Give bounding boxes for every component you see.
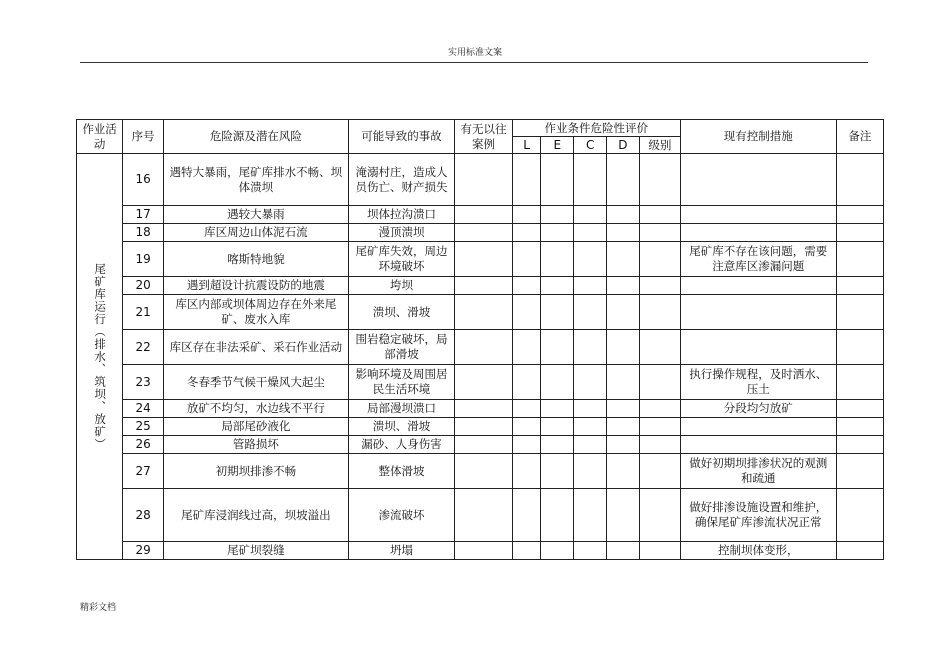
row-E [541, 436, 574, 454]
row-remarks [836, 542, 883, 560]
row-C [574, 436, 607, 454]
row-accident: 尾矿库失效，周边环境破坏 [348, 242, 455, 277]
row-seq: 21 [123, 295, 164, 330]
row-C [574, 400, 607, 418]
table-row [77, 400, 884, 418]
header-E: E [541, 137, 574, 154]
table-row [77, 542, 884, 560]
row-L [512, 277, 541, 295]
risk-assessment-table [76, 119, 884, 560]
row-level [639, 330, 680, 365]
row-controls [680, 206, 836, 224]
row-C [574, 277, 607, 295]
row-remarks [836, 454, 883, 489]
row-D [607, 365, 640, 400]
row-seq: 27 [123, 454, 164, 489]
row-controls: 尾矿库不存在该问题，需要注意库区渗漏问题 [680, 242, 836, 277]
row-controls: 分段均匀放矿 [680, 400, 836, 418]
row-D [607, 542, 640, 560]
row-remarks [836, 277, 883, 295]
row-level [639, 277, 680, 295]
row-E [541, 365, 574, 400]
table-row [77, 295, 884, 330]
row-level [639, 436, 680, 454]
row-hazard: 尾矿库浸润线过高，坝坡溢出 [164, 489, 349, 542]
row-L [512, 542, 541, 560]
row-E [541, 542, 574, 560]
row-accident: 坝体拉沟溃口 [348, 206, 455, 224]
row-E [541, 206, 574, 224]
row-L [512, 454, 541, 489]
row-E [541, 224, 574, 242]
row-cases [455, 277, 512, 295]
table-row [77, 154, 884, 206]
row-cases [455, 295, 512, 330]
row-cases [455, 330, 512, 365]
row-seq: 26 [123, 436, 164, 454]
activity-label: 尾矿库运行（排水、筑坝、放矿） [93, 262, 108, 451]
row-cases [455, 206, 512, 224]
row-E [541, 277, 574, 295]
row-hazard: 遇特大暴雨，尾矿库排水不畅、坝体溃坝 [164, 154, 349, 206]
row-seq: 19 [123, 242, 164, 277]
row-controls [680, 224, 836, 242]
row-controls: 控制坝体变形， [680, 542, 836, 560]
table-row [77, 454, 884, 489]
row-hazard: 库区存在非法采矿、采石作业活动 [164, 330, 349, 365]
row-D [607, 242, 640, 277]
row-level [639, 400, 680, 418]
row-L [512, 400, 541, 418]
row-L [512, 365, 541, 400]
row-C [574, 330, 607, 365]
header-accident: 可能导致的事故 [348, 120, 455, 154]
header-controls: 现有控制措施 [680, 120, 836, 154]
table-row [77, 436, 884, 454]
row-seq: 24 [123, 400, 164, 418]
page-header: 实用标准文案 [447, 48, 502, 58]
row-C [574, 489, 607, 542]
row-E [541, 242, 574, 277]
row-E [541, 418, 574, 436]
row-seq: 29 [123, 542, 164, 560]
page-footer: 精彩文档 [80, 603, 117, 613]
header-L: L [512, 137, 541, 154]
row-cases [455, 489, 512, 542]
row-cases [455, 224, 512, 242]
row-cases [455, 436, 512, 454]
row-accident: 渗流破坏 [348, 489, 455, 542]
header-seq: 序号 [123, 120, 164, 154]
row-C [574, 454, 607, 489]
row-hazard: 初期坝排渗不畅 [164, 454, 349, 489]
row-level [639, 418, 680, 436]
row-controls [680, 418, 836, 436]
row-hazard: 库区周边山体泥石流 [164, 224, 349, 242]
row-D [607, 154, 640, 206]
table-row [77, 365, 884, 400]
row-C [574, 224, 607, 242]
row-controls: 做好初期坝排渗状况的观测和疏通 [680, 454, 836, 489]
row-accident: 漫顶溃坝 [348, 224, 455, 242]
row-remarks [836, 365, 883, 400]
row-hazard: 放矿不均匀，水边线不平行 [164, 400, 349, 418]
row-level [639, 489, 680, 542]
row-level [639, 365, 680, 400]
header-D: D [607, 137, 640, 154]
row-seq: 17 [123, 206, 164, 224]
row-D [607, 436, 640, 454]
header-C: C [574, 137, 607, 154]
header-level: 级别 [639, 137, 680, 154]
table-row [77, 206, 884, 224]
table-row [77, 330, 884, 365]
row-seq: 16 [123, 154, 164, 206]
row-remarks [836, 418, 883, 436]
row-E [541, 295, 574, 330]
row-controls [680, 154, 836, 206]
header-hazard: 危险源及潜在风险 [164, 120, 349, 154]
row-E [541, 454, 574, 489]
row-accident: 漏砂、人身伤害 [348, 436, 455, 454]
row-C [574, 542, 607, 560]
row-controls [680, 436, 836, 454]
row-seq: 25 [123, 418, 164, 436]
row-level [639, 206, 680, 224]
row-hazard: 遇到超设计抗震设防的地震 [164, 277, 349, 295]
row-level [639, 542, 680, 560]
row-cases [455, 454, 512, 489]
activity-cell [77, 154, 123, 560]
row-seq: 18 [123, 224, 164, 242]
row-D [607, 277, 640, 295]
row-remarks [836, 400, 883, 418]
row-remarks [836, 330, 883, 365]
row-D [607, 400, 640, 418]
row-accident: 溃坝、滑坡 [348, 295, 455, 330]
header-remarks: 备注 [836, 120, 883, 154]
row-L [512, 436, 541, 454]
row-E [541, 154, 574, 206]
row-C [574, 206, 607, 224]
row-accident: 围岩稳定破坏，局部滑坡 [348, 330, 455, 365]
row-remarks [836, 242, 883, 277]
row-remarks [836, 489, 883, 542]
row-seq: 20 [123, 277, 164, 295]
row-hazard: 尾矿坝裂缝 [164, 542, 349, 560]
row-accident: 淹溺村庄，造成人员伤亡、财产损失 [348, 154, 455, 206]
row-accident: 影响环境及周围居民生活环境 [348, 365, 455, 400]
row-controls [680, 295, 836, 330]
row-remarks [836, 224, 883, 242]
row-hazard: 管路损坏 [164, 436, 349, 454]
row-level [639, 454, 680, 489]
row-cases [455, 365, 512, 400]
row-accident: 溃坝、滑坡 [348, 418, 455, 436]
row-level [639, 242, 680, 277]
header-divider [80, 62, 868, 63]
row-C [574, 418, 607, 436]
row-controls: 执行操作规程，及时洒水、压土 [680, 365, 836, 400]
row-cases [455, 242, 512, 277]
row-D [607, 330, 640, 365]
row-L [512, 224, 541, 242]
row-level [639, 295, 680, 330]
row-E [541, 330, 574, 365]
row-cases [455, 418, 512, 436]
row-C [574, 242, 607, 277]
row-hazard: 喀斯特地貌 [164, 242, 349, 277]
row-L [512, 242, 541, 277]
row-E [541, 400, 574, 418]
row-C [574, 154, 607, 206]
row-level [639, 224, 680, 242]
row-remarks [836, 295, 883, 330]
row-L [512, 295, 541, 330]
row-L [512, 330, 541, 365]
row-accident: 坍塌 [348, 542, 455, 560]
row-D [607, 454, 640, 489]
row-D [607, 489, 640, 542]
row-D [607, 295, 640, 330]
row-hazard: 库区内部或坝体周边存在外来尾矿、废水入库 [164, 295, 349, 330]
table-row [77, 277, 884, 295]
row-hazard: 冬春季节气候干燥风大起尘 [164, 365, 349, 400]
row-cases [455, 542, 512, 560]
row-L [512, 489, 541, 542]
row-seq: 22 [123, 330, 164, 365]
row-D [607, 418, 640, 436]
row-accident: 垮坝 [348, 277, 455, 295]
row-L [512, 418, 541, 436]
header-eval-group: 作业条件危险性评价 [512, 120, 680, 137]
table-row [77, 242, 884, 277]
row-D [607, 224, 640, 242]
row-controls [680, 330, 836, 365]
row-L [512, 154, 541, 206]
row-remarks [836, 154, 883, 206]
row-E [541, 489, 574, 542]
row-remarks [836, 206, 883, 224]
row-level [639, 154, 680, 206]
row-D [607, 206, 640, 224]
row-hazard: 局部尾砂液化 [164, 418, 349, 436]
row-remarks [836, 436, 883, 454]
row-seq: 23 [123, 365, 164, 400]
table-row [77, 418, 884, 436]
row-accident: 整体滑坡 [348, 454, 455, 489]
row-cases [455, 154, 512, 206]
row-C [574, 365, 607, 400]
table-row [77, 224, 884, 242]
row-L [512, 206, 541, 224]
row-hazard: 遇较大暴雨 [164, 206, 349, 224]
header-cases: 有无以往案例 [455, 120, 512, 154]
row-cases [455, 400, 512, 418]
table-row [77, 489, 884, 542]
header-activity: 作业活动 [77, 120, 123, 154]
row-controls: 做好排渗设施设置和维护，确保尾矿库渗流状况正常 [680, 489, 836, 542]
row-C [574, 295, 607, 330]
row-controls [680, 277, 836, 295]
row-accident: 局部漫坝溃口 [348, 400, 455, 418]
row-seq: 28 [123, 489, 164, 542]
